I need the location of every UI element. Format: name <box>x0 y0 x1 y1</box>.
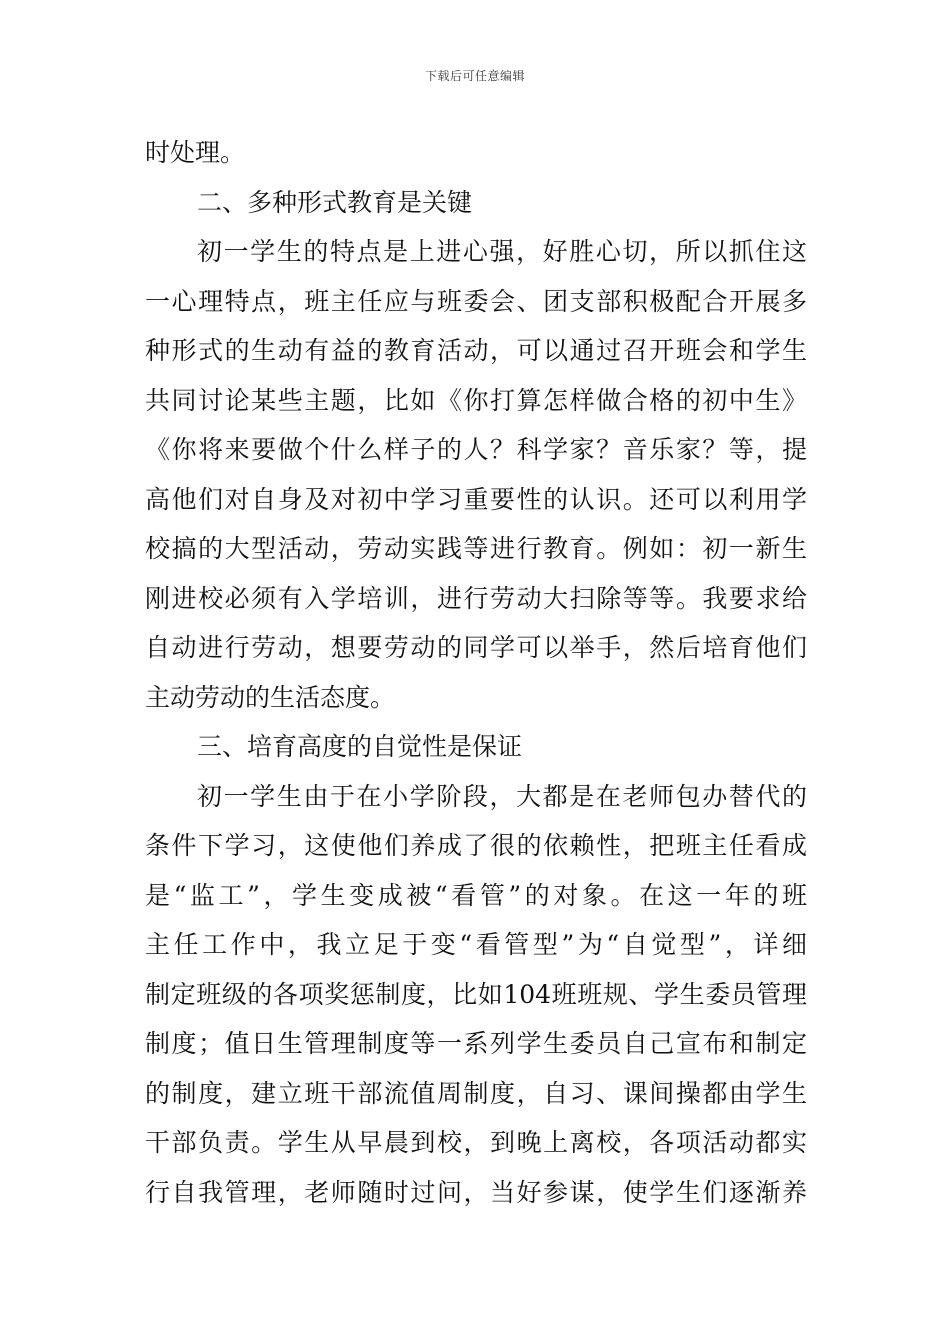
page-header: 下载后可任意编辑 <box>424 69 525 83</box>
text-line: 主动劳动的生活态度。 <box>145 682 396 712</box>
document-body <box>145 128 807 1217</box>
text-line: 初一学生由于在小学阶段，大都是在老师包办替代的 <box>197 781 807 811</box>
text-line: 高他们对自身及对初中学习重要性的认识。还可以利用学 <box>145 484 807 514</box>
text-line: 干部负责。学生从早晨到校，到晚上离校，各项活动都实 <box>145 1128 807 1157</box>
text-line: 校搞的大型活动，劳动实践等进行教育。例如：初一新生 <box>145 534 807 563</box>
text-line: 制度；值日生管理制度等一系列学生委员自己宣布和制定 <box>145 1029 807 1058</box>
text-line: 制定班级的各项奖惩制度，比如104班班规、学生委员管理 <box>145 979 807 1009</box>
text-line: 三、培育高度的自觉性是保证 <box>197 732 523 761</box>
text-line: 二、多种形式教育是关键 <box>197 187 473 217</box>
text-line: 条件下学习，这使他们养成了很的依赖性，把班主任看成 <box>145 831 807 860</box>
text-line: 自动进行劳动，想要劳动的同学可以举手，然后培育他们 <box>145 633 807 662</box>
text-line: 种形式的生动有益的教育活动，可以通过召开班会和学生 <box>145 336 807 365</box>
text-line: 是“监工”，学生变成被“看管”的对象。在这一年的班 <box>145 880 807 910</box>
text-line: 行自我管理，老师随时过问，当好参谋，使学生们逐渐养 <box>145 1177 807 1207</box>
text-line: 时处理。 <box>145 138 246 167</box>
text-line: 《你将来要做个什么样子的人？科学家？音乐家？等，提 <box>145 435 807 464</box>
text-line: 共同讨论某些主题，比如《你打算怎样做合格的初中生》 <box>145 385 807 415</box>
text-line: 一心理特点，班主任应与班委会、团支部积极配合开展多 <box>145 286 807 316</box>
text-line: 主任工作中，我立足于变“看管型”为“自觉型”，详细 <box>145 930 807 959</box>
text-line: 的制度，建立班干部流值周制度，自习、课间操都由学生 <box>145 1078 807 1108</box>
text-line: 刚进校必须有入学培训，进行劳动大扫除等等。我要求给 <box>145 583 807 613</box>
text-line: 初一学生的特点是上进心强，好胜心切，所以抓住这 <box>197 237 807 266</box>
